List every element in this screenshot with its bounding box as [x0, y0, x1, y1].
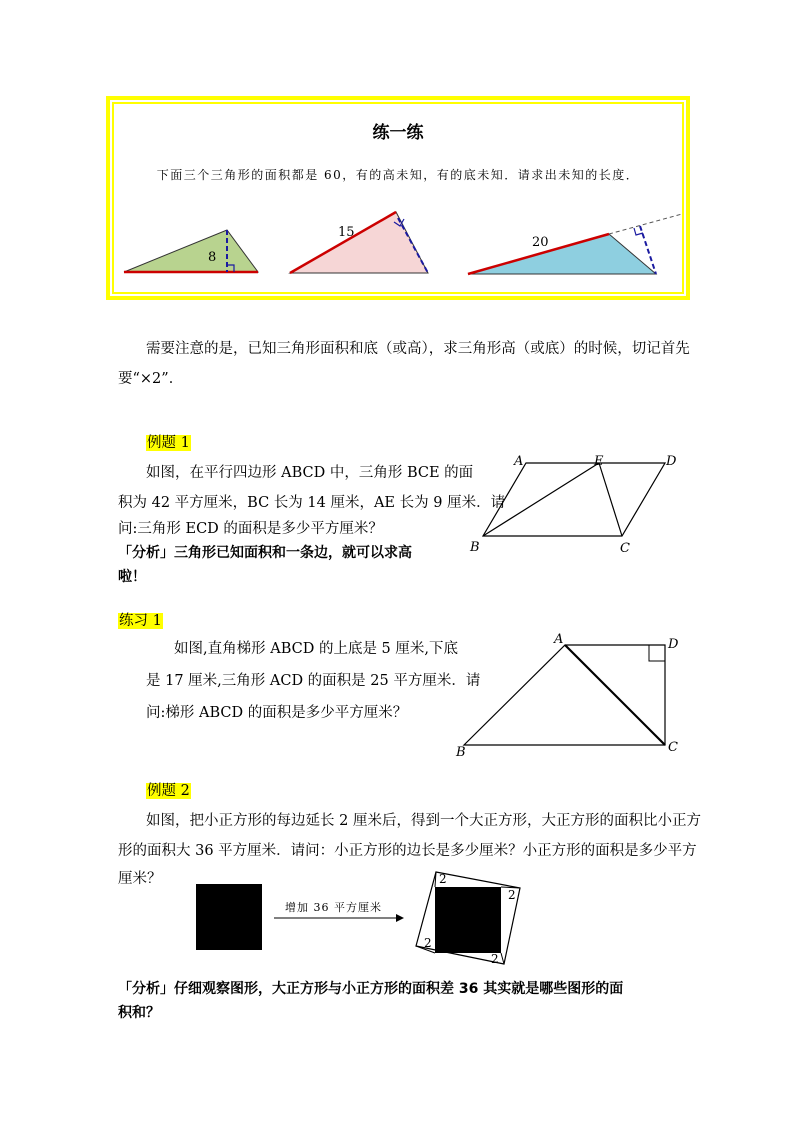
point-b: B	[470, 540, 480, 555]
note-line-2: 要“×2”．	[118, 371, 184, 387]
example-2-analysis-2: 积和？	[118, 1005, 160, 1021]
triangle-1	[124, 230, 258, 272]
exercise-1-line-3: 问:梯形 ABCD 的面积是多少平方厘米？	[146, 705, 408, 721]
example-2-line-2: 形的面积大 36 平方厘米．请问：小正方形的边长是多少厘米？小正方形的面积是多少平方	[118, 843, 697, 859]
square-figure	[190, 866, 540, 966]
example-1-line-1: 如图，在平行四边形 ABCD 中，三角形 BCE 的面	[146, 465, 474, 481]
point-a: A	[514, 454, 524, 469]
example-2-line-1: 如图，把小正方形的每边延长 2 厘米后，得到一个大正方形，大正方形的面积比小正方	[146, 813, 701, 829]
parallelogram	[483, 463, 665, 536]
point-c: C	[620, 541, 630, 556]
triangle-1-label: 8	[208, 250, 217, 265]
triangle-3	[468, 234, 656, 274]
practice-title: 练一练	[372, 123, 424, 143]
example-2-label: 例题 2	[147, 783, 190, 799]
exercise-1-line-1: 如图,直角梯形 ABCD 的上底是 5 厘米,下底	[174, 641, 458, 657]
point-a: A	[554, 632, 564, 647]
note-line-1: 需要注意的是，已知三角形面积和底（或高），求三角形高（或底）的时候，切记首先	[146, 341, 690, 357]
example-1-label: 例题 1	[147, 435, 190, 451]
segment-be	[483, 463, 599, 536]
triangle-2-label: 15	[338, 225, 355, 240]
extension-line	[609, 214, 682, 234]
exercise-1-line-2: 是 17 厘米,三角形 ACD 的面积是 25 平方厘米．请	[146, 673, 481, 689]
example-1-analysis-1: 「分析」三角形已知面积和一条边，就可以求高	[118, 545, 412, 561]
example-1-line-2: 积为 42 平方厘米，BC 长为 14 厘米，AE 长为 9 厘米．请	[118, 495, 506, 511]
diagonal-ac	[565, 645, 665, 745]
point-e: E	[594, 454, 604, 469]
point-c: C	[668, 740, 678, 755]
arrow-head	[396, 914, 404, 922]
example-2-analysis-1: 「分析」仔细观察图形，大正方形与小正方形的面积差 36 其实就是哪些图形的面	[118, 981, 624, 997]
practice-description: 下面三个三角形的面积都是 60，有的高未知，有的底未知．请求出未知的长度．	[156, 168, 640, 182]
segment-ec	[599, 463, 622, 536]
side-label-right: 2	[508, 888, 516, 902]
side-label-bottom: 2	[491, 952, 499, 966]
practice-box	[106, 96, 690, 300]
exercise-1-label: 练习 1	[119, 613, 162, 629]
example-1-analysis-2: 啦！	[118, 569, 146, 585]
point-d: D	[666, 454, 677, 469]
triangle-2	[290, 212, 428, 273]
inner-square	[435, 887, 501, 953]
triangle-3-label: 20	[532, 235, 549, 250]
trapezoid	[464, 645, 665, 745]
example-1-heading	[146, 432, 191, 453]
point-d: D	[668, 637, 679, 652]
example-1-line-3: 问:三角形 ECD 的面积是多少平方厘米？	[118, 521, 383, 537]
arrow-label: 增加 36 平方厘米	[285, 901, 382, 914]
example-2-line-3: 厘米？	[118, 871, 162, 887]
practice-triangles	[110, 100, 686, 296]
trapezoid-figure	[448, 626, 688, 761]
right-angle-mark	[649, 645, 665, 661]
small-square	[196, 884, 262, 950]
parallelogram-figure	[460, 450, 690, 560]
point-b: B	[456, 745, 466, 760]
exercise-1-heading	[118, 610, 163, 631]
side-label-left: 2	[424, 936, 432, 950]
example-2-heading	[146, 780, 191, 801]
side-label-top: 2	[439, 872, 447, 886]
